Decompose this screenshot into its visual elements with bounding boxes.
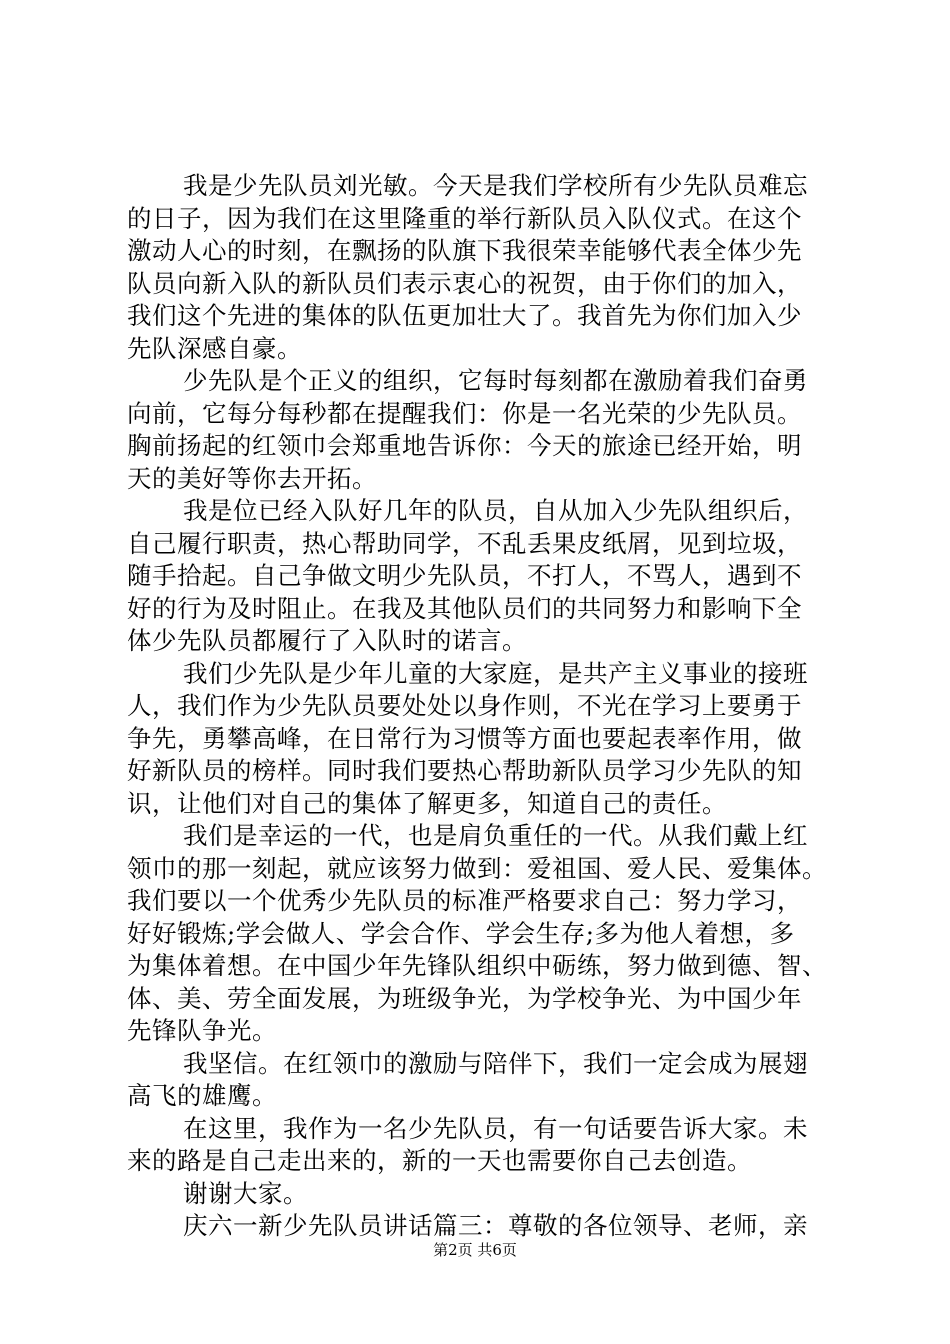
text-line: 识，让他们对自己的集体了解更多，知道自己的责任。 — [127, 788, 727, 818]
text-line: 争先，勇攀高峰，在日常行为习惯等方面也要起表率作用，做 — [127, 723, 802, 753]
page-number-footer: 第2页 共6页 — [433, 1241, 517, 1259]
text-line: 好好锻炼;学会做人、学会合作、学会生存;多为他人着想，多 — [127, 918, 795, 948]
text-line: 领巾的那一刻起，就应该努力做到：爱祖国、爱人民、爱集体。 — [127, 853, 827, 883]
text-line: 少先队是个正义的组织，它每时每刻都在激励着我们奋勇 — [183, 366, 808, 395]
text-line: 体少先队员都履行了入队时的诺言。 — [127, 626, 527, 655]
text-line: 天的美好等你去开拓。 — [127, 463, 377, 493]
text-line: 队员向新入队的新队员们表示衷心的祝贺，由于你们的加入， — [127, 268, 802, 298]
text-line: 高飞的雄鹰。 — [127, 1081, 277, 1110]
text-line: 我坚信。在红领巾的激励与陪伴下，我们一定会成为展翅 — [183, 1048, 808, 1078]
text-line: 我是位已经入队好几年的队员，自从加入少先队组织后， — [183, 496, 808, 525]
text-line: 我们要以一个优秀少先队员的标准严格要求自己：努力学习， — [127, 886, 802, 915]
text-line: 的日子，因为我们在这里隆重的举行新队员入队仪式。在这个 — [127, 203, 802, 233]
text-line: 先锋队争光。 — [127, 1016, 277, 1045]
text-line: 我是少先队员刘光敏。今天是我们学校所有少先队员难忘 — [183, 171, 808, 200]
text-line: 我们这个先进的集体的队伍更加壮大了。我首先为你们加入少 — [127, 301, 802, 330]
text-line: 激动人心的时刻，在飘扬的队旗下我很荣幸能够代表全体少先 — [127, 236, 802, 265]
text-line: 人，我们作为少先队员要处处以身作则，不光在学习上要勇于 — [127, 691, 802, 720]
text-line: 我们少先队是少年儿童的大家庭，是共产主义事业的接班 — [183, 658, 808, 688]
text-line: 谢谢大家。 — [183, 1178, 308, 1208]
text-line: 在这里，我作为一名少先队员，有一句话要告诉大家。未 — [183, 1113, 808, 1143]
text-line: 我们是幸运的一代，也是肩负重任的一代。从我们戴上红 — [183, 821, 808, 850]
text-line: 好新队员的榜样。同时我们要热心帮助新队员学习少先队的知 — [127, 756, 802, 785]
text-line: 先队深感自豪。 — [127, 333, 302, 363]
text-line: 好的行为及时阻止。在我及其他队员们的共同努力和影响下全 — [127, 593, 802, 623]
text-line: 体、美、劳全面发展，为班级争光，为学校争光、为中国少年 — [127, 983, 802, 1013]
text-line: 随手拾起。自己争做文明少先队员，不打人，不骂人，遇到不 — [127, 561, 802, 590]
text-line: 为集体着想。在中国少年先锋队组织中砺练，努力做到德、智、 — [127, 951, 827, 980]
body-text — [127, 170, 837, 1243]
text-line: 来的路是自己走出来的，新的一天也需要你自己去创造。 — [127, 1146, 752, 1175]
text-line: 胸前扬起的红领巾会郑重地告诉你：今天的旅途已经开始，明 — [127, 431, 802, 460]
text-line: 向前，它每分每秒都在提醒我们：你是一名光荣的少先队员。 — [127, 398, 802, 428]
text-line: 自己履行职责，热心帮助同学，不乱丢果皮纸屑，见到垃圾， — [127, 528, 802, 558]
text-line: 庆六一新少先队员讲话篇三：尊敬的各位领导、老师，亲 — [183, 1211, 808, 1240]
